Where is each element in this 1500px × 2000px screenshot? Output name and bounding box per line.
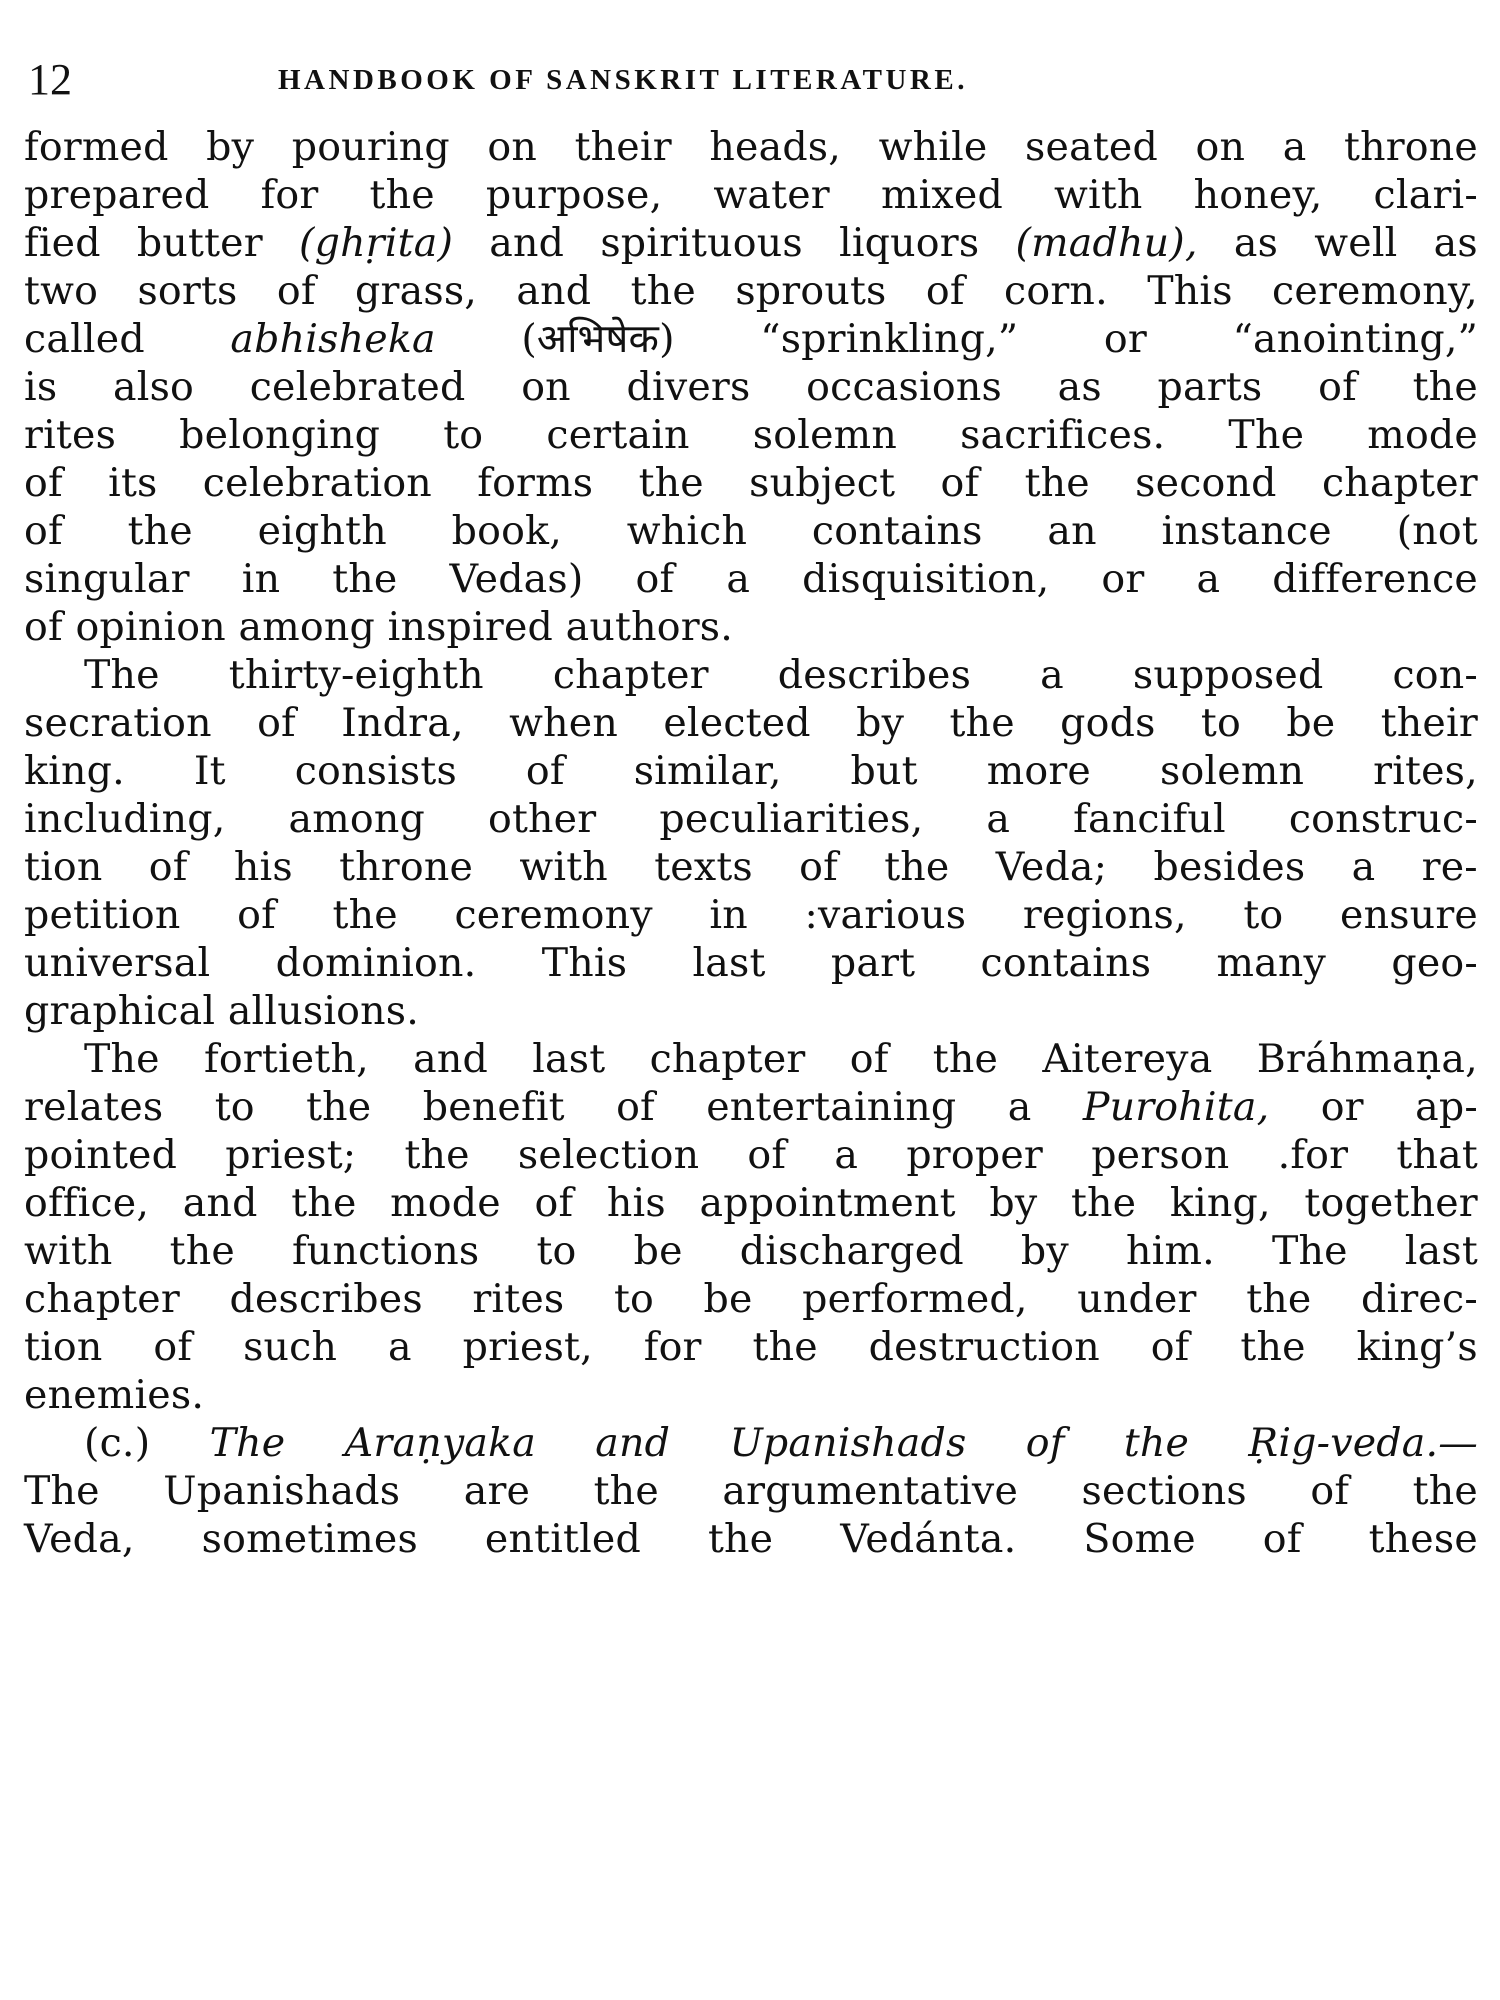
word: instance bbox=[1161, 508, 1332, 554]
word: entertaining bbox=[706, 1084, 957, 1130]
word: book, bbox=[451, 508, 562, 554]
word: spirituous bbox=[600, 220, 803, 266]
word: This bbox=[541, 940, 628, 986]
word: last bbox=[692, 940, 766, 986]
word: of bbox=[24, 508, 63, 554]
word: also bbox=[113, 364, 195, 410]
word: on bbox=[487, 124, 538, 170]
word: and bbox=[413, 1036, 488, 1082]
word: abhisheka bbox=[230, 316, 436, 362]
word: the bbox=[332, 892, 398, 938]
word: of bbox=[747, 1132, 787, 1178]
word: their bbox=[1380, 700, 1478, 746]
word: of bbox=[1025, 1420, 1065, 1466]
word: formed bbox=[24, 124, 169, 170]
word: by bbox=[206, 124, 255, 170]
word: throne bbox=[339, 844, 474, 890]
word: with bbox=[519, 844, 608, 890]
word: of bbox=[849, 1036, 889, 1082]
word: graphical bbox=[24, 988, 216, 1034]
word: rites bbox=[24, 412, 117, 458]
word: of bbox=[1262, 1516, 1302, 1562]
word: This bbox=[1147, 268, 1233, 314]
word: Upanishads bbox=[729, 1420, 967, 1466]
word: similar, bbox=[633, 748, 782, 794]
word: allusions. bbox=[227, 988, 420, 1034]
word: geo- bbox=[1391, 940, 1478, 986]
word: a bbox=[1007, 1084, 1032, 1130]
word: a bbox=[388, 1324, 412, 1370]
word: for bbox=[260, 172, 319, 218]
word: last bbox=[1404, 1228, 1478, 1274]
word: the bbox=[369, 172, 435, 218]
word: of bbox=[1310, 1468, 1350, 1514]
word: re- bbox=[1421, 844, 1478, 890]
word: the bbox=[1412, 1468, 1478, 1514]
word: disquisition, bbox=[802, 556, 1050, 602]
word: universal bbox=[24, 940, 211, 986]
word: priest, bbox=[462, 1324, 593, 1370]
word: the bbox=[630, 268, 696, 314]
page-number: 12 bbox=[28, 55, 72, 104]
word: and bbox=[595, 1420, 671, 1466]
word: pointed bbox=[24, 1132, 178, 1178]
word: and bbox=[182, 1180, 258, 1226]
word: of bbox=[148, 844, 188, 890]
word: including, bbox=[24, 796, 226, 842]
word: or bbox=[1103, 316, 1147, 362]
word: or bbox=[1101, 556, 1145, 602]
word: Upanishads bbox=[163, 1468, 401, 1514]
word: gods bbox=[1060, 700, 1156, 746]
word: a bbox=[1040, 652, 1064, 698]
word: (madhu), bbox=[1015, 220, 1198, 266]
word: on bbox=[1195, 124, 1246, 170]
word: chapter bbox=[552, 652, 709, 698]
word: functions bbox=[291, 1228, 480, 1274]
word: by bbox=[989, 1180, 1038, 1226]
word: The bbox=[84, 1036, 160, 1082]
word: his bbox=[233, 844, 293, 890]
word: for bbox=[643, 1324, 702, 1370]
word: :various bbox=[804, 892, 967, 938]
word: (not bbox=[1396, 508, 1478, 554]
word: of bbox=[940, 460, 980, 506]
word: describes bbox=[777, 652, 972, 698]
word: grass, bbox=[355, 268, 478, 314]
word: when bbox=[509, 700, 618, 746]
word: (c.) bbox=[84, 1420, 151, 1466]
word: “anointing,” bbox=[1232, 316, 1478, 362]
word: regions, bbox=[1022, 892, 1187, 938]
word: on bbox=[521, 364, 571, 410]
word: chapter bbox=[24, 1276, 180, 1322]
word: fortieth, bbox=[204, 1036, 369, 1082]
word: water bbox=[713, 172, 830, 218]
word: under bbox=[1077, 1276, 1197, 1322]
word: of bbox=[24, 604, 63, 650]
word: the bbox=[1412, 364, 1478, 410]
word: of bbox=[1150, 1324, 1190, 1370]
word: Vedánta. bbox=[840, 1516, 1017, 1562]
word: sometimes bbox=[201, 1516, 418, 1562]
word: throne bbox=[1344, 124, 1478, 170]
word: parts bbox=[1157, 364, 1263, 410]
word: by bbox=[856, 700, 905, 746]
word: fied bbox=[24, 220, 101, 266]
word: by bbox=[1020, 1228, 1069, 1274]
word: construc- bbox=[1288, 796, 1478, 842]
word: well bbox=[1314, 220, 1398, 266]
word: king’s bbox=[1356, 1324, 1478, 1370]
word: mode bbox=[390, 1180, 501, 1226]
word: is bbox=[24, 364, 58, 410]
word: such bbox=[243, 1324, 338, 1370]
word: fanciful bbox=[1073, 796, 1226, 842]
word: Purohita, bbox=[1082, 1084, 1270, 1130]
word: describes bbox=[229, 1276, 423, 1322]
word: last bbox=[532, 1036, 606, 1082]
word: The bbox=[1271, 1228, 1348, 1274]
word: other bbox=[487, 796, 597, 842]
word: Bráhmaṇa, bbox=[1256, 1036, 1478, 1082]
word: him. bbox=[1126, 1228, 1215, 1274]
word: the bbox=[169, 1228, 235, 1274]
word: secration bbox=[24, 700, 212, 746]
word: texts bbox=[654, 844, 753, 890]
word: It bbox=[193, 748, 226, 794]
word: the bbox=[752, 1324, 818, 1370]
word: of bbox=[925, 268, 965, 314]
word: to bbox=[613, 1276, 654, 1322]
word: among bbox=[238, 604, 375, 650]
word: discharged bbox=[739, 1228, 964, 1274]
word: to bbox=[1243, 892, 1284, 938]
word: rites bbox=[472, 1276, 565, 1322]
word: besides bbox=[1153, 844, 1306, 890]
word: seated bbox=[1025, 124, 1158, 170]
word: the bbox=[1070, 1180, 1137, 1226]
word: the bbox=[949, 700, 1015, 746]
word: elected bbox=[663, 700, 811, 746]
word: these bbox=[1368, 1516, 1478, 1562]
word: Ṛig-veda.— bbox=[1248, 1420, 1478, 1466]
word: belonging bbox=[179, 412, 381, 458]
word: the bbox=[932, 1036, 999, 1082]
word: the bbox=[593, 1468, 659, 1514]
word: chapter bbox=[649, 1036, 806, 1082]
word: The bbox=[1228, 412, 1305, 458]
word: with bbox=[24, 1228, 113, 1274]
word: together bbox=[1304, 1180, 1478, 1226]
word: office, bbox=[24, 1180, 150, 1226]
word: a bbox=[726, 556, 751, 602]
word: the bbox=[884, 844, 950, 890]
word: (अभिषेक) bbox=[521, 316, 675, 362]
word: its bbox=[108, 460, 158, 506]
word: while bbox=[878, 124, 988, 170]
word: with bbox=[1054, 172, 1143, 218]
word: are bbox=[463, 1468, 531, 1514]
word: petition bbox=[24, 892, 181, 938]
word: Araṇyaka bbox=[344, 1420, 536, 1466]
word: the bbox=[1246, 1276, 1312, 1322]
word: appointment bbox=[699, 1180, 956, 1226]
word: be bbox=[1286, 700, 1336, 746]
word: two bbox=[24, 268, 99, 314]
word: of bbox=[153, 1324, 193, 1370]
word: of bbox=[616, 1084, 655, 1130]
word: proper bbox=[906, 1132, 1044, 1178]
word: the bbox=[1024, 460, 1090, 506]
word: butter bbox=[136, 220, 263, 266]
word: sacrifices. bbox=[960, 412, 1166, 458]
word: that bbox=[1396, 1132, 1478, 1178]
word: the bbox=[707, 1516, 774, 1562]
word: peculiarities, bbox=[659, 796, 924, 842]
word: in bbox=[241, 556, 281, 602]
word: more bbox=[986, 748, 1092, 794]
word: of bbox=[257, 700, 296, 746]
word: rites, bbox=[1373, 748, 1478, 794]
word: direc- bbox=[1361, 1276, 1478, 1322]
word: argumentative bbox=[722, 1468, 1019, 1514]
word: as bbox=[1233, 220, 1279, 266]
word: opinion bbox=[75, 604, 226, 650]
word: corn. bbox=[1004, 268, 1108, 314]
word: to bbox=[1200, 700, 1241, 746]
word: ceremony bbox=[454, 892, 653, 938]
word: entitled bbox=[484, 1516, 641, 1562]
word: clari- bbox=[1373, 172, 1478, 218]
word: of bbox=[525, 748, 565, 794]
word: of bbox=[635, 556, 675, 602]
word: The bbox=[24, 1468, 100, 1514]
word: solemn bbox=[752, 412, 897, 458]
word: ensure bbox=[1340, 892, 1478, 938]
word: the bbox=[127, 508, 193, 554]
word: the bbox=[332, 556, 398, 602]
word: priest; bbox=[225, 1132, 357, 1178]
word: second bbox=[1135, 460, 1277, 506]
word: of bbox=[534, 1180, 574, 1226]
word: the bbox=[404, 1132, 470, 1178]
word: .for bbox=[1277, 1132, 1349, 1178]
word: mixed bbox=[880, 172, 1003, 218]
word: or bbox=[1320, 1084, 1364, 1130]
word: Veda; bbox=[995, 844, 1108, 890]
word: divers bbox=[626, 364, 751, 410]
book-title: HANDBOOK OF SANSKRIT LITERATURE. bbox=[278, 64, 968, 96]
word: of bbox=[1318, 364, 1357, 410]
text-line bbox=[24, 1510, 1478, 1568]
word: liquors bbox=[839, 220, 980, 266]
word: the bbox=[638, 460, 704, 506]
word: supposed bbox=[1132, 652, 1324, 698]
word: tion bbox=[24, 844, 103, 890]
word: contains bbox=[811, 508, 983, 554]
word: many bbox=[1216, 940, 1327, 986]
word: a bbox=[1282, 124, 1307, 170]
word: occasions bbox=[806, 364, 1002, 410]
word: of bbox=[24, 460, 63, 506]
word: king, bbox=[1169, 1180, 1271, 1226]
word: pouring bbox=[291, 124, 450, 170]
word: difference bbox=[1272, 556, 1478, 602]
word: the bbox=[306, 1084, 372, 1130]
word: subject bbox=[749, 460, 896, 506]
word: singular bbox=[24, 556, 190, 602]
word: the bbox=[1123, 1420, 1190, 1466]
word: part bbox=[830, 940, 916, 986]
word: (ghṛita) bbox=[299, 220, 454, 266]
word: to bbox=[443, 412, 484, 458]
word: Veda, bbox=[24, 1516, 135, 1562]
word: be bbox=[633, 1228, 683, 1274]
word: to bbox=[214, 1084, 255, 1130]
word: performed, bbox=[802, 1276, 1028, 1322]
word: tion bbox=[24, 1324, 103, 1370]
word: inspired bbox=[387, 604, 554, 650]
word: as bbox=[1057, 364, 1102, 410]
word: forms bbox=[477, 460, 594, 506]
word: of bbox=[276, 268, 316, 314]
running-head bbox=[28, 52, 1470, 108]
word: enemies. bbox=[24, 1372, 205, 1418]
word: The bbox=[84, 652, 160, 698]
word: sorts bbox=[137, 268, 238, 314]
word: called bbox=[24, 316, 145, 362]
word: ceremony, bbox=[1272, 268, 1478, 314]
word: dominion. bbox=[275, 940, 477, 986]
word: a bbox=[1196, 556, 1221, 602]
word: Aitereya bbox=[1042, 1036, 1213, 1082]
word: contains bbox=[980, 940, 1152, 986]
word: an bbox=[1047, 508, 1097, 554]
word: a bbox=[986, 796, 1011, 842]
word: mode bbox=[1367, 412, 1478, 458]
word: a bbox=[1351, 844, 1376, 890]
word: thirty-eighth bbox=[228, 652, 484, 698]
word: certain bbox=[546, 412, 690, 458]
word: celebration bbox=[202, 460, 432, 506]
word: as bbox=[1433, 220, 1478, 266]
word: purpose, bbox=[485, 172, 663, 218]
word: their bbox=[574, 124, 672, 170]
word: The bbox=[209, 1420, 286, 1466]
word: person bbox=[1091, 1132, 1230, 1178]
word: which bbox=[626, 508, 748, 554]
word: in bbox=[709, 892, 748, 938]
word: sections bbox=[1081, 1468, 1247, 1514]
word: Some bbox=[1083, 1516, 1196, 1562]
word: a bbox=[834, 1132, 859, 1178]
word: be bbox=[703, 1276, 753, 1322]
word: consists bbox=[294, 748, 457, 794]
word: honey, bbox=[1193, 172, 1323, 218]
word: destruction bbox=[868, 1324, 1100, 1370]
word: and bbox=[489, 220, 565, 266]
word: eighth bbox=[257, 508, 387, 554]
word: chapter bbox=[1321, 460, 1478, 506]
word: “sprinkling,” bbox=[760, 316, 1019, 362]
word: solemn bbox=[1159, 748, 1305, 794]
word: but bbox=[850, 748, 918, 794]
word: king. bbox=[24, 748, 125, 794]
word: heads, bbox=[709, 124, 842, 170]
word: con- bbox=[1392, 652, 1478, 698]
word: Vedas) bbox=[449, 556, 584, 602]
word: Indra, bbox=[341, 700, 464, 746]
word: authors. bbox=[565, 604, 734, 650]
word: of bbox=[799, 844, 838, 890]
word: celebrated bbox=[249, 364, 466, 410]
word: and bbox=[516, 268, 592, 314]
word: of bbox=[237, 892, 276, 938]
word: sprouts bbox=[735, 268, 887, 314]
word: relates bbox=[24, 1084, 164, 1130]
word: benefit bbox=[422, 1084, 565, 1130]
word: among bbox=[288, 796, 425, 842]
word: his bbox=[606, 1180, 666, 1226]
word: the bbox=[291, 1180, 357, 1226]
word: prepared bbox=[24, 172, 210, 218]
word: ap- bbox=[1415, 1084, 1478, 1130]
word: the bbox=[1240, 1324, 1306, 1370]
word: selection bbox=[517, 1132, 700, 1178]
word: to bbox=[536, 1228, 577, 1274]
